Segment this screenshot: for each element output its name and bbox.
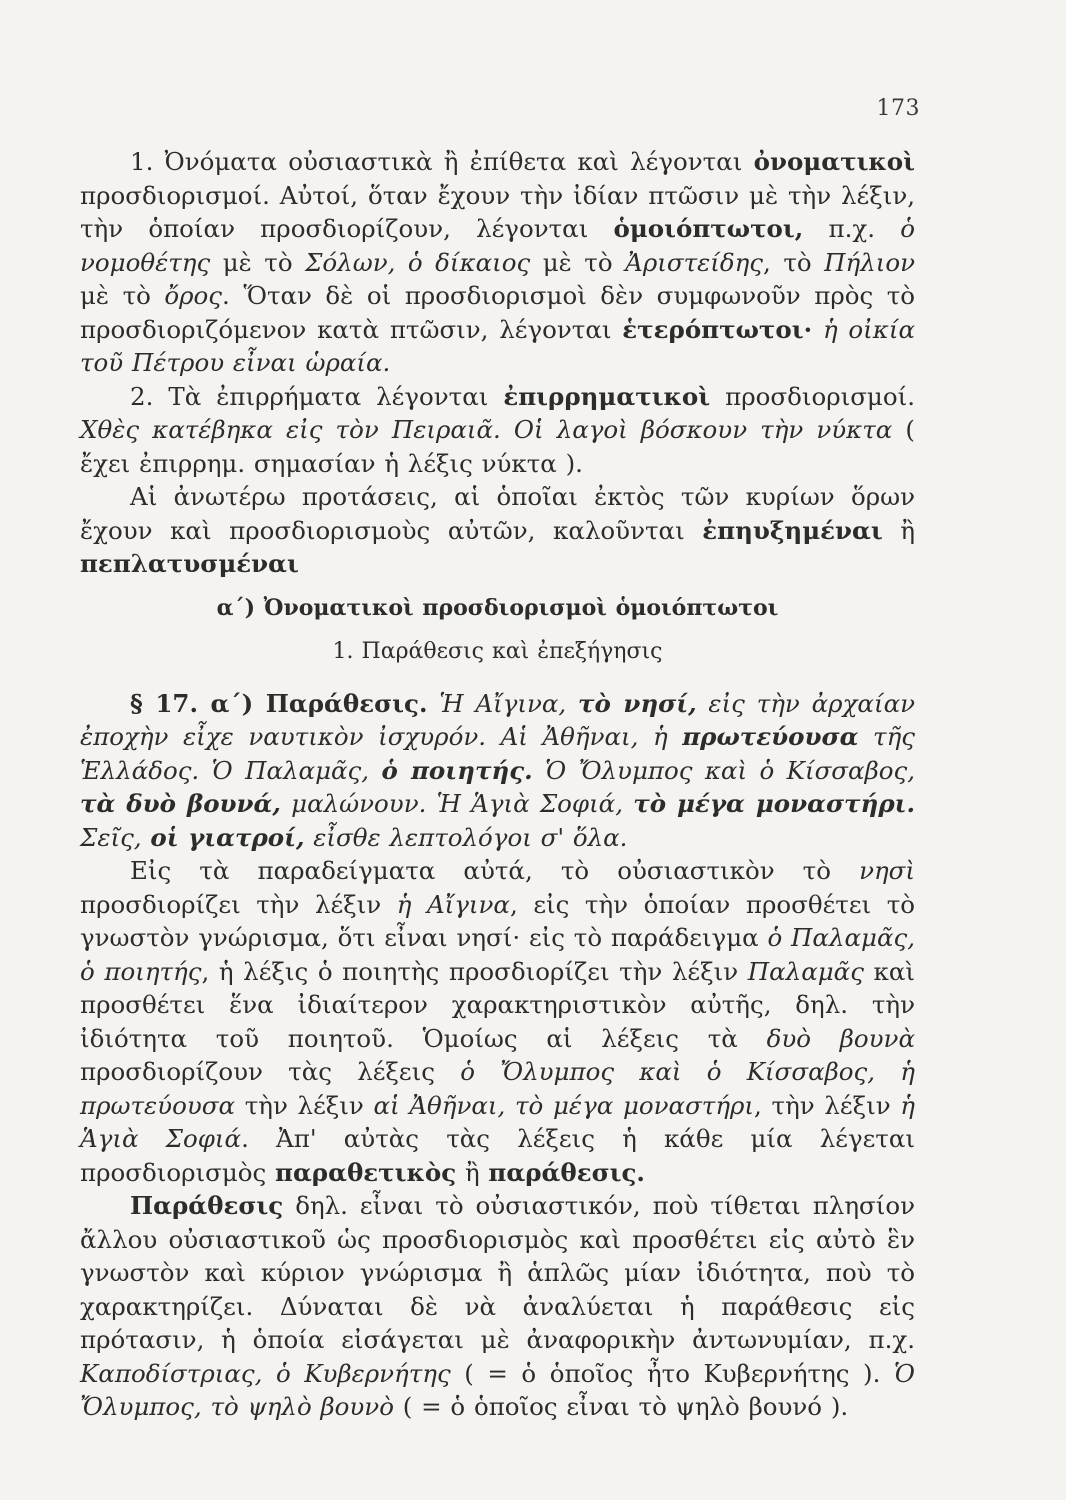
example: Παλαμᾶς — [747, 956, 864, 986]
example-bold: οἱ γιατροί, — [150, 822, 305, 852]
example: Ἡ Αἴγινα, — [427, 688, 578, 718]
text: . Ἀπ' αὐτὰς τὰς λέξεις ἡ κάθε μία λέγεται προσδιορισμὸς — [80, 1124, 916, 1187]
section-subheading: 1. Παράθεσις καὶ ἐπεξήγησις — [332, 638, 663, 664]
page-number: 173 — [876, 96, 920, 121]
page-content — [80, 145, 915, 1424]
example: δυὸ βουνὰ — [766, 1023, 915, 1053]
text: ἢ — [456, 1157, 489, 1187]
example: Πήλιον — [824, 247, 915, 277]
example: τῆς Ἑλλάδος. Ὁ Παλαμᾶς, — [80, 722, 915, 785]
paragraph-epirrimatikoi — [80, 380, 915, 481]
example: εἶσθε λεπτολόγοι σ' ὅλα. — [304, 822, 628, 852]
example: Καποδίστριας, ὁ Κυβερνήτης — [80, 1358, 451, 1388]
text: , εἰς τὴν ὁποίαν προσθέτει τὸ γνωστὸν γνώρισμα, ὅτι εἶναι νησί· εἰς τὸ παράδειγμα — [80, 889, 915, 952]
example: νησὶ — [859, 856, 915, 885]
example: ὄρος — [164, 281, 223, 310]
example: Σόλων, ὁ δίκαιος — [305, 247, 531, 277]
text: Αἱ ἀνωτέρω προτάσεις, αἱ ὁποῖαι ἐκτὸς τῶν κυρίων ὅρων ἔχουν καὶ προσδιορισμοὺς αὐτῶν, καλοῦνται — [80, 482, 915, 545]
text: , τὸ — [763, 247, 825, 277]
example: Χθὲς κατέβηκα εἰς τὸν Πειραιᾶ. Οἱ λαγοὶ βόσκουν τὴν νύκτα — [80, 415, 893, 444]
example: ἡ οἰκία τοῦ Πέτρου εἶναι ὡραία. — [80, 314, 915, 377]
term-onomatikoi: ὀνοματικοὶ — [753, 147, 915, 176]
paragraph-onomatikoi — [80, 145, 915, 380]
example-bold: πρωτεύουσα — [682, 722, 859, 751]
text: προσδιορισμοί. Αὐτοί, ὅταν ἔχουν τὴν ἰδίαν πτῶσιν μὲ τὴν λέξιν, τὴν ὁποίαν προσδιορίζουν, λέγονται — [80, 180, 915, 243]
text: τὴν λέξιν — [235, 1090, 374, 1120]
example: ἡ Αἴγινα — [396, 889, 510, 919]
text: ( = ὁ ὁποῖος εἶναι τὸ ψηλὸ βουνό ). — [393, 1392, 849, 1421]
term-peplatysmenai: πεπλατυσμέναι — [80, 549, 299, 578]
term-epirrimatikoi: ἐπιρρηματικοὶ — [503, 381, 711, 411]
example: Ὁ Ὄλυμπος, τὸ ψηλὸ βουνὸ — [80, 1358, 915, 1421]
paragraph-definition — [80, 1189, 915, 1424]
text: μὲ τὸ — [80, 281, 165, 310]
term-epiyximenai: ἐπηυξημέναι — [702, 515, 883, 545]
example: ὁ νομοθέτης — [80, 214, 915, 277]
text: δηλ. εἶναι τὸ οὐσιαστικόν, ποὺ τίθεται πλησίον ἄλλου οὐσιαστικοῦ ὡς προσδιορισμὸς καὶ προσθέτει εἰς αὐτὸ ἓν γνωστὸν καὶ κύριον γνώρισμα ἢ ἁπλῶς μίαν ἰδιότητα, ποὺ τὸ χαρακτηρίζει. Δύναται δὲ νὰ ἀναλύεται ἡ παράθεσις εἰς πρότασιν, ἡ ὁποία εἰσάγεται μὲ ἀναφορικὴν ἀντωνυμίαν, π.χ. — [80, 1191, 915, 1354]
section-heading: α΄) Ὀνοματικοὶ προσδιορισμοὶ ὁμοιόπτωτοι — [216, 594, 779, 621]
example: ὁ Ὄλυμπος καὶ ὁ Κίσσαβος, ἡ πρωτεύουσα — [80, 1057, 915, 1120]
paragraph-epiyximenai — [80, 480, 915, 581]
text: προσδιορισμοί. — [710, 381, 915, 411]
text: Εἰς τὰ παραδείγματα αὐτά, τὸ οὐσιαστικὸν τὸ — [130, 856, 860, 885]
text: ( ἔχει ἐπιρρημ. σημασίαν ἡ λέξις νύκτα ). — [80, 415, 915, 478]
example: Ὁ Ὄλυμπος καὶ ὁ Κίσσαβος, — [532, 755, 915, 785]
example: Ἀριστείδης — [625, 247, 764, 277]
text: προσδιορίζουν τὰς λέξεις — [80, 1057, 461, 1086]
example: Σεῖς, — [80, 822, 151, 852]
example: μαλώνουν. Ἡ Ἁγιὰ Σοφιά, — [280, 789, 634, 818]
text: , τὴν λέξιν — [754, 1090, 901, 1120]
text: μὲ τὸ — [530, 247, 626, 277]
example-bold: τὸ μέγα μοναστήρι. — [633, 789, 916, 818]
term-parathesis: Παράθεσις — [130, 1191, 284, 1220]
text — [812, 315, 823, 344]
example: εἰς τὴν ἀρχαίαν ἐποχὴν εἶχε ναυτικὸν ἰσχυρόν. Αἱ Ἀθῆναι, ἡ — [80, 688, 916, 751]
example: αἱ Ἀθῆναι, τὸ μέγα μοναστήρι — [373, 1090, 755, 1120]
text: 2. Τὰ ἐπιρρήματα λέγονται — [130, 381, 504, 411]
term-parathesis: παράθεσις. — [488, 1157, 645, 1187]
text: , ἡ λέξις ὁ ποιητὴς προσδιορίζει τὴν λέξιν — [201, 956, 748, 986]
paragraph-section-17 — [80, 687, 915, 855]
section-label: § 17. α΄) Παράθεσις. — [130, 688, 428, 718]
example: ὁ Παλαμᾶς, ὁ ποιητής — [80, 923, 916, 986]
text: 1. Ὀνόματα οὐσιαστικὰ ἢ ἐπίθετα καὶ λέγονται — [130, 147, 754, 176]
text: π.χ. — [803, 214, 901, 243]
example-bold: τὰ δυὸ βουνά, — [80, 789, 281, 818]
text: . Ὅταν δὲ οἱ προσδιορισμοὶ δὲν συμφωνοῦν πρὸς τὸ προσδιοριζόμενον κατὰ πτῶσιν, λέγονται — [80, 281, 915, 344]
example-bold: ὁ ποιητής. — [381, 755, 533, 785]
term-parathetikos: παραθετικὸς — [275, 1157, 457, 1187]
text: ( = ὁ ὁποῖος ἦτο Κυβερνήτης ). — [450, 1358, 894, 1388]
text: ἢ — [882, 515, 916, 545]
example-bold: τὸ νησί, — [577, 688, 697, 718]
example: ἡ Ἁγιὰ Σοφιά — [80, 1090, 915, 1153]
term-homoioptotoi: ὁμοιόπτωτοι, — [613, 214, 804, 243]
text: προσδιορίζει τὴν λέξιν — [80, 889, 397, 919]
paragraph-explanation — [80, 854, 915, 1189]
text: μὲ τὸ — [210, 247, 306, 277]
term-heteroptotoi: ἑτερόπτωτοι· — [622, 314, 813, 344]
text: καὶ προσθέτει ἕνα ἰδιαίτερον χαρακτηριστικὸν αὐτῆς, δηλ. τὴν ἰδιότητα τοῦ ποιητοῦ. Ὁμοίως αἱ λέξεις τὰ — [80, 956, 915, 1053]
